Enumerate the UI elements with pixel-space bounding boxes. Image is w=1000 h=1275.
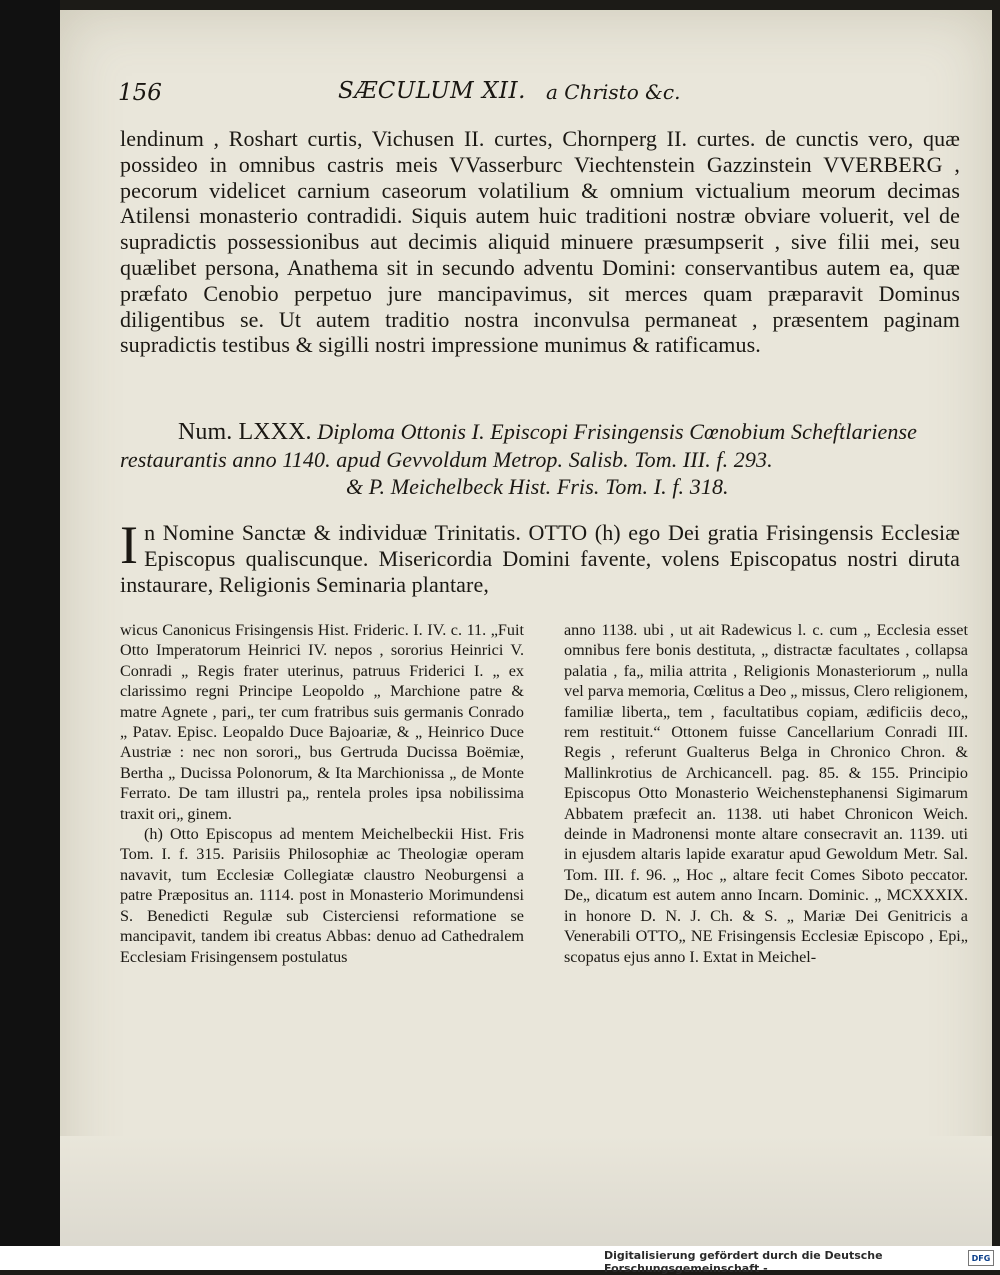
document-title-line-1: Diploma Ottonis I. Episcopi Frisingensis Cœnobium Scheftlariense — [317, 419, 918, 444]
running-title: SÆCULUM XII. — [338, 78, 526, 104]
body-text: lendinum , Roshart curtis, Vichusen II. curtes, Chornperg II. curtes. de cunctis vero, quæ possideo in omnibus castris meis VVasserburc Viechtenstein Gazzinstein VVERBERG , pecorum videlicet carnium caseorum volatilium & omnium victualium meorum decimas Atilensi monasterio contradidi. Siquis autem huic traditioni nostræ obviare voluerit, vel de supradictis possessionibus aut decimis aliquid minuere præsumpserit , sive filii mei, seu quælibet persona, Anathema sit in secundo adventu Domini: conservantibus autem ea, quæ præfato Cenobio perpetuo jure mancipavimus, sit merces quam præparavit Dominus diligentibus se. Ut autem traditio nostra inconvulsa permaneat , præsentem paginam supradictis testibus & sigilli nostri impressione munimus & ratificamus. — [120, 126, 960, 358]
document-title-line-3: & P. Meichelbeck Hist. Fris. Tom. I. f. 318. — [346, 474, 729, 499]
document-number: Num. LXXX. — [178, 419, 312, 445]
funding-credit: Digitalisierung gefördert durch die Deutsche Forschungsgemeinschaft - — [604, 1249, 883, 1275]
running-subtitle: a Christo &c. — [546, 80, 681, 104]
dfg-logo: DFG — [968, 1250, 994, 1266]
footnote-paragraph: wicus Canonicus Frisingensis Hist. Frideric. I. IV. c. 11. „Fuit Otto Imperatorum Heinrici IV. nepos , sororius Heinrici V. Conradi „ Regis frater uterinus, patruus Friderici I. „ ex clarissimo regni Principe Leopoldo „ Marchione patre & matre Agnete , pari„ ter cum fratribus suis germanis Conrado „ Patav. Episc. Leopaldo Duce Bajoariæ, & „ Heinrico Duce Austriæ : nec non sorori„ bus Gertruda Ducissa Boëmiæ, Bertha „ Ducissa Polonorum, & Ita Marchionissa „ de Monte Ferrato. De tam illustri pa„ rentela proles ipsa nobilissima traxit ori„ ginem. — [120, 621, 524, 823]
document-heading — [120, 418, 960, 500]
footnote-column-right — [564, 620, 968, 967]
footnote-paragraph: anno 1138. ubi , ut ait Radewicus l. c. cum „ Ecclesia esset omnibus fere bonis destituta, „ distractæ facultates , collapsa palatia , fa„ milia attrita , Religionis Monasteriorum „ nulla vel parva memoria, Cœlitus a Deo „ missus, Clero religionem, familiæ liberta„ tem , facultatibus copiam, ædificiis deco„ rem restituit.“ Ottonem fuisse Cancellarium Conradi III. Regis , referunt Gualterus Belga in Chronico Chron. & Mallinkrotius de Archicancell. pag. 85. & 155. Principio Episcopus Otto Monasterio Weichenstephanensi Sigimarum Abbatem præfecit an. 1138. uti habet Chronicon Weich. deinde in Madronensi monte altare consecravit an. 1139. uti in ejusdem altaris lapide exaratur apud Gewoldum Metr. Sal. Tom. III. f. 96. „ Hoc „ altare fecit Comes Siboto peccator. De„ dicatum est autem anno Incarn. Dominic. „ MCXXXIX. in honore D. N. J. Ch. & S. „ Mariæ Dei Genitricis a Venerabili OTTO„ NE Frisingensis Ecclesiæ Episcopo , Epi„ scopatus ejus anno I. Extat in Meichel- — [564, 621, 968, 966]
page-number: 156 — [118, 80, 162, 106]
drop-cap: I — [120, 520, 139, 575]
document-title-line-2: restaurantis anno 1140. apud Gevvoldum Metrop. Salisb. Tom. III. f. 293. — [120, 447, 773, 472]
intro-text: n Nomine Sanctæ & individuæ Trinitatis. OTTO (h) ego Dei gratia Frisingensis Ecclesiæ Episcopus qualiscunque. Misericordia Domini favente, volens Episcopatus nostri diruta instaurare, Religionis Seminaria plantare, — [120, 520, 960, 597]
page-header — [118, 78, 952, 112]
document-intro — [120, 520, 960, 626]
footnote-paragraph: (h) Otto Episcopus ad mentem Meichelbeckii Hist. Fris Tom. I. f. 315. Parisiis Philosophiæ ac Theologiæ operam navavit, tum Ecclesiæ Collegiatæ claustro Neoburgensi a patre Præpositus an. 1114. post in Monasterio Morimundensi S. Benedicti Regulæ sub Cisterciensi reformatione se mancipavit, tandem ibi creatus Abbas: denuo ad Cathedralem Ecclesiam Frisingensem postulatus — [120, 825, 524, 966]
scan-background — [0, 0, 60, 1270]
footnote-column-left — [120, 620, 524, 967]
